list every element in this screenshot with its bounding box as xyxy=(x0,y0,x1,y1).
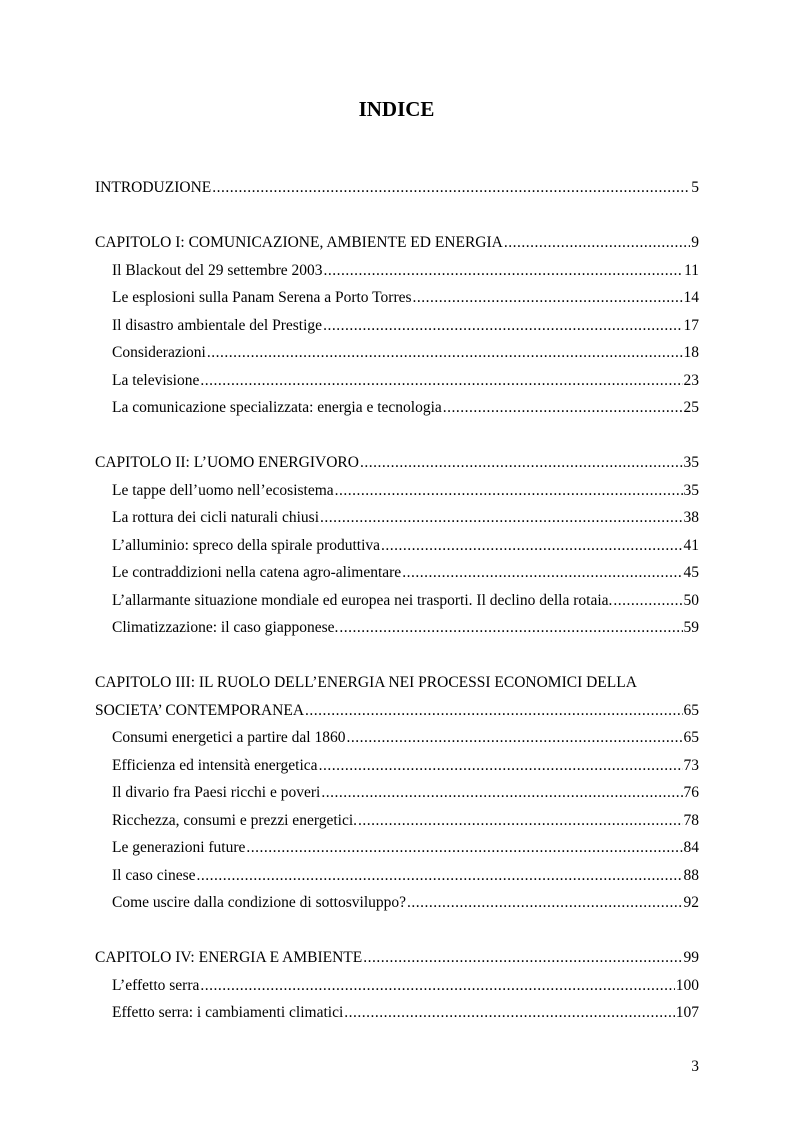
dot-leader xyxy=(335,477,683,505)
dot-leader xyxy=(319,752,683,780)
dot-leader xyxy=(321,779,682,807)
toc-entry-title: L’allarmante situazione mondiale ed europea nei trasporti. Il declino della rotaia. xyxy=(112,591,613,609)
toc-entry-title: Come uscire dalla condizione di sottosviluppo? xyxy=(112,894,407,911)
toc-entry-page: 11 xyxy=(684,261,699,279)
toc-entry-title: Il Blackout del 29 settembre 2003 xyxy=(112,261,323,279)
toc-entry xyxy=(95,504,699,532)
dot-leader xyxy=(207,339,683,367)
toc-entry-page: 41 xyxy=(683,536,699,554)
toc-entry xyxy=(95,532,699,560)
toc-entry-title: Considerazioni xyxy=(112,344,206,361)
dot-leader xyxy=(200,972,674,1000)
toc-chapter-2 xyxy=(95,449,699,477)
toc-entry-page: 23 xyxy=(683,371,699,389)
dot-leader xyxy=(413,284,683,312)
toc-entry-title: Il caso cinese xyxy=(112,866,196,884)
toc-entry-title: INTRODUZIONE xyxy=(95,179,212,196)
dot-leader xyxy=(320,504,682,532)
toc-entry xyxy=(95,889,699,917)
page-title: INDICE xyxy=(358,97,435,121)
toc-entry xyxy=(95,614,699,642)
toc-entry-title: La rottura dei cicli naturali chiusi xyxy=(112,509,320,526)
toc-entry-title: Il divario fra Paesi ricchi e poveri xyxy=(112,784,321,801)
toc-entry xyxy=(95,999,699,1027)
dot-leader xyxy=(363,944,682,972)
toc-entry-page: 35 xyxy=(683,481,699,499)
toc-chapter-3 xyxy=(95,697,699,725)
toc-entry-title: L’effetto serra xyxy=(112,976,200,994)
toc-entry-page: 50 xyxy=(683,591,699,609)
toc-entry-page: 78 xyxy=(683,811,699,829)
toc-chapter-title-continued: SOCIETA’ CONTEMPORANEA xyxy=(95,701,305,719)
dot-leader xyxy=(197,862,683,890)
toc-entry-page: 100 xyxy=(675,976,699,994)
toc-entry xyxy=(95,284,699,312)
toc-entry-page: 73 xyxy=(683,756,699,774)
dot-leader xyxy=(324,257,684,285)
dot-leader xyxy=(344,999,674,1027)
dot-leader xyxy=(360,449,683,477)
toc-entry xyxy=(95,724,699,752)
toc-entry xyxy=(95,587,699,615)
toc-entry xyxy=(95,394,699,422)
toc-entry-page: 107 xyxy=(675,1004,699,1021)
toc-entry xyxy=(95,257,699,285)
toc-entry-page: 65 xyxy=(683,729,699,746)
toc-entry-page: 17 xyxy=(683,316,699,334)
toc-entry xyxy=(95,834,699,862)
toc-entry-title: La comunicazione specializzata: energia e tecnologia xyxy=(112,399,442,416)
toc-chapter-title: CAPITOLO IV: ENERGIA E AMBIENTE xyxy=(95,949,363,966)
dot-leader xyxy=(200,367,682,395)
dot-leader xyxy=(443,394,683,422)
toc-entry-page: 5 xyxy=(691,179,699,196)
toc-chapter-page: 35 xyxy=(683,454,699,471)
toc-entry-page: 14 xyxy=(683,289,699,306)
toc-entry-title: Le tappe dell’uomo nell’ecosistema xyxy=(112,481,334,499)
toc-entry-page: 18 xyxy=(683,344,699,361)
toc-chapter-page: 65 xyxy=(683,701,699,719)
dot-leader xyxy=(212,174,690,202)
toc-entry xyxy=(95,339,699,367)
toc-chapter-3-title-line-1 xyxy=(95,669,699,697)
toc-entry-title: Le esplosioni sulla Panam Serena a Porto Torres xyxy=(112,289,412,306)
toc-entry xyxy=(95,477,699,505)
toc-entry-page: 38 xyxy=(683,509,699,526)
table-of-contents xyxy=(95,174,699,1027)
toc-entry xyxy=(95,862,699,890)
dot-leader xyxy=(504,229,690,257)
toc-entry-title: Le generazioni future xyxy=(112,839,246,856)
toc-entry-title: Le contraddizioni nella catena agro-alimentare xyxy=(112,564,402,581)
toc-entry-title: L’alluminio: spreco della spirale produttiva xyxy=(112,536,381,554)
toc-entry-page: 88 xyxy=(683,866,699,884)
toc-entry xyxy=(95,807,699,835)
toc-entry xyxy=(95,752,699,780)
toc-entry xyxy=(95,972,699,1000)
toc-entry-title: Ricchezza, consumi e prezzi energetici. xyxy=(112,811,358,829)
toc-entry xyxy=(95,367,699,395)
dot-leader xyxy=(407,889,682,917)
toc-entry-page: 92 xyxy=(683,894,699,911)
toc-entry xyxy=(95,779,699,807)
dot-leader xyxy=(346,724,682,752)
toc-entry-title: Il disastro ambientale del Prestige xyxy=(112,316,323,334)
dot-leader xyxy=(402,559,682,587)
toc-chapter-4 xyxy=(95,944,699,972)
toc-entry-page: 25 xyxy=(683,399,699,416)
dot-leader xyxy=(613,587,682,615)
toc-entry-page: 76 xyxy=(683,784,699,801)
toc-entry xyxy=(95,312,699,340)
toc-entry xyxy=(95,559,699,587)
toc-chapter-title: CAPITOLO II: L’UOMO ENERGIVORO xyxy=(95,454,359,471)
toc-entry-page: 59 xyxy=(683,619,699,636)
toc-entry-title: La televisione xyxy=(112,371,200,389)
dot-leader xyxy=(381,532,682,560)
dot-leader xyxy=(358,807,682,835)
toc-chapter-title: CAPITOLO III: IL RUOLO DELL’ENERGIA NEI PROCESSI ECONOMICI DELLA xyxy=(95,674,637,691)
toc-chapter-title: CAPITOLO I: COMUNICAZIONE, AMBIENTE ED ENERGIA xyxy=(95,234,503,251)
toc-entry-title: Efficienza ed intensità energetica xyxy=(112,756,318,774)
toc-entry-page: 45 xyxy=(683,564,699,581)
dot-leader xyxy=(305,697,682,725)
toc-entry-title: Effetto serra: i cambiamenti climatici xyxy=(112,1004,344,1021)
dot-leader xyxy=(339,614,682,642)
toc-chapter-page: 9 xyxy=(691,234,699,251)
toc-entry-introduzione xyxy=(95,174,699,202)
toc-entry-title: Consumi energetici a partire dal 1860 xyxy=(112,729,346,746)
dot-leader xyxy=(246,834,682,862)
dot-leader xyxy=(323,312,682,340)
toc-chapter-page: 99 xyxy=(683,949,699,966)
toc-chapter-1 xyxy=(95,229,699,257)
page-number: 3 xyxy=(691,1058,699,1075)
toc-entry-title: Climatizzazione: il caso giapponese. xyxy=(112,619,339,636)
toc-entry-page: 84 xyxy=(683,839,699,856)
